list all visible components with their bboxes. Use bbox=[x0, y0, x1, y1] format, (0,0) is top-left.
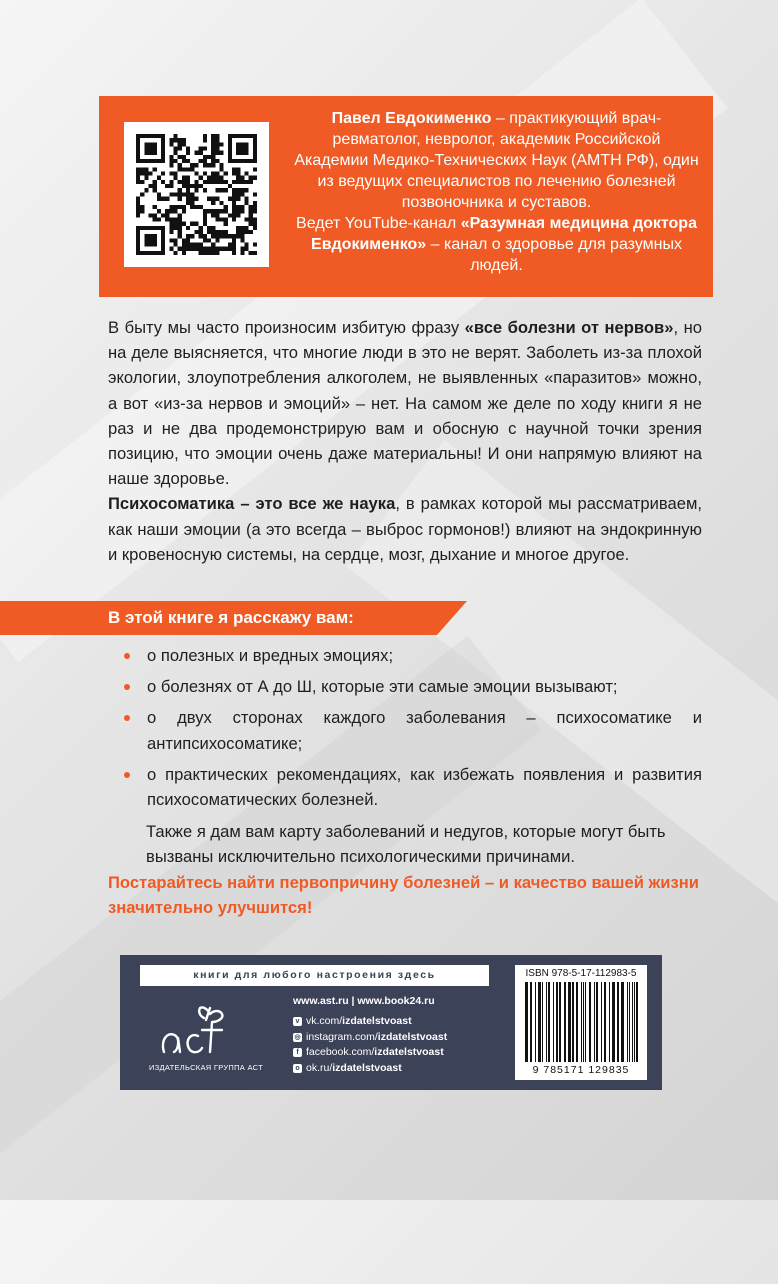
author-info-box bbox=[99, 96, 713, 297]
social-handle: izdatelstvoast bbox=[377, 1030, 448, 1043]
paragraph-2 bbox=[108, 491, 702, 567]
call-to-action bbox=[108, 870, 702, 920]
social-prefix: vk.com/ bbox=[306, 1015, 343, 1027]
closing-paragraph: Также я дам вам карту заболеваний и недугов, которые могут быть вызваны исключительно психологическими причинами. bbox=[146, 822, 666, 867]
youtube-channel-name: «Разумная медицина доктора Евдокименко» bbox=[311, 215, 697, 253]
social-handle: izdatelstvoast bbox=[332, 1061, 402, 1074]
publisher-tagline: книги для любого настроения здесь bbox=[140, 965, 489, 986]
bullet-list bbox=[122, 643, 702, 818]
links-block bbox=[293, 995, 447, 1076]
instagram-icon: ◎ bbox=[294, 1033, 301, 1041]
list-item-text: о практических рекомендациях, как избежать появления и развития психосоматических болезней. bbox=[147, 764, 702, 810]
social-handle: izdatelstvoast bbox=[342, 1015, 412, 1027]
social-handle: izdatelstvoast bbox=[374, 1046, 444, 1058]
youtube-intro: Ведет YouTube-канал bbox=[296, 215, 461, 232]
paragraph-2-highlight: Психосоматика – это все же наука bbox=[108, 494, 396, 514]
social-prefix: ok.ru/ bbox=[306, 1061, 333, 1074]
section-header-text: В этой книге я расскажу вам: bbox=[108, 608, 354, 627]
list-item-text: о двух сторонах каждого заболевания – психосоматике и антипсихосоматике; bbox=[147, 708, 702, 753]
list-item bbox=[122, 674, 702, 699]
publisher-footer bbox=[120, 955, 662, 1090]
call-to-action-text: Постарайтесь найти первопричину болезней – и качество вашей жизни значительно улучшится! bbox=[108, 873, 699, 918]
publisher-name: ИЗДАТЕЛЬСКАЯ ГРУППА АСТ bbox=[149, 1063, 263, 1072]
bullet-icon bbox=[124, 684, 130, 690]
social-prefix: instagram.com/ bbox=[306, 1030, 378, 1043]
author-name: Павел Евдокименко bbox=[331, 110, 492, 127]
social-link-vk[interactable] bbox=[293, 1014, 447, 1030]
isbn-barcode bbox=[515, 965, 647, 1080]
list-item bbox=[122, 762, 702, 812]
youtube-channel-description: – канал о здоровье для разумных людей. bbox=[426, 236, 682, 274]
author-bio bbox=[294, 108, 699, 276]
paragraph-1-rest: , но на деле выясняется, что многие люди в это не верят. Заболеть из-за плохой экологии, злоупотребления алкоголем, не выявленных «паразитов» можно, а вот «из-за нервов и эмоций» – нет. На самом же деле по ходу книги я не раз и не два продемонстрирую вам и обосную с научной точки зрения позицию, что эмоции очень даже материальны! И они напрямую влияют на наше здоровье. bbox=[108, 318, 703, 489]
paragraph-1-start: В быту мы часто произносим избитую фразу bbox=[108, 318, 465, 337]
website-links[interactable]: www.ast.ru | www.book24.ru bbox=[293, 995, 435, 1007]
odnoklassniki-icon: o bbox=[293, 1064, 302, 1073]
facebook-icon: f bbox=[293, 1048, 302, 1057]
qr-code-icon bbox=[136, 134, 257, 255]
qr-code[interactable] bbox=[124, 122, 269, 267]
list-item bbox=[122, 705, 702, 755]
paragraph-1 bbox=[108, 315, 702, 491]
paragraph-1-highlight: «все болезни от нервов» bbox=[464, 318, 674, 337]
ast-logo-icon bbox=[154, 1000, 234, 1060]
list-item-text: о болезнях от А до Ш, которые эти самые эмоции вызывают; bbox=[147, 677, 618, 697]
bullet-icon bbox=[124, 653, 130, 659]
section-header bbox=[0, 601, 437, 635]
barcode-icon bbox=[521, 982, 641, 1062]
book-description bbox=[108, 315, 702, 567]
closing-text bbox=[146, 819, 702, 869]
social-link-facebook[interactable] bbox=[293, 1045, 447, 1061]
bullet-icon bbox=[124, 715, 130, 721]
bullet-icon bbox=[124, 772, 130, 778]
vk-icon: v bbox=[293, 1017, 302, 1026]
social-prefix: facebook.com/ bbox=[306, 1046, 375, 1058]
ean-number: 9 785171 129835 bbox=[532, 1064, 630, 1076]
author-description: – практикующий врач-ревматолог, невролог, академик Российской Академии Медико-Технических Наук (АМТН РФ), один из ведущих специалистов по лечению болезней позвоночника и суставов. bbox=[294, 110, 699, 211]
isbn-text: ISBN 978-5-17-112983-5 bbox=[525, 968, 637, 979]
paragraph-2-rest: , в рамках которой мы рассматриваем, как наши эмоции (а это всегда – выброс гормонов!) влияют на эндокринную и кровеносную системы, на сердце, мозг, дыхание и многое другое. bbox=[108, 494, 702, 564]
social-link-instagram[interactable] bbox=[293, 1030, 447, 1046]
list-item-text: о полезных и вредных эмоциях; bbox=[147, 646, 394, 665]
social-link-odnoklassniki[interactable] bbox=[293, 1061, 447, 1077]
list-item bbox=[122, 643, 702, 668]
